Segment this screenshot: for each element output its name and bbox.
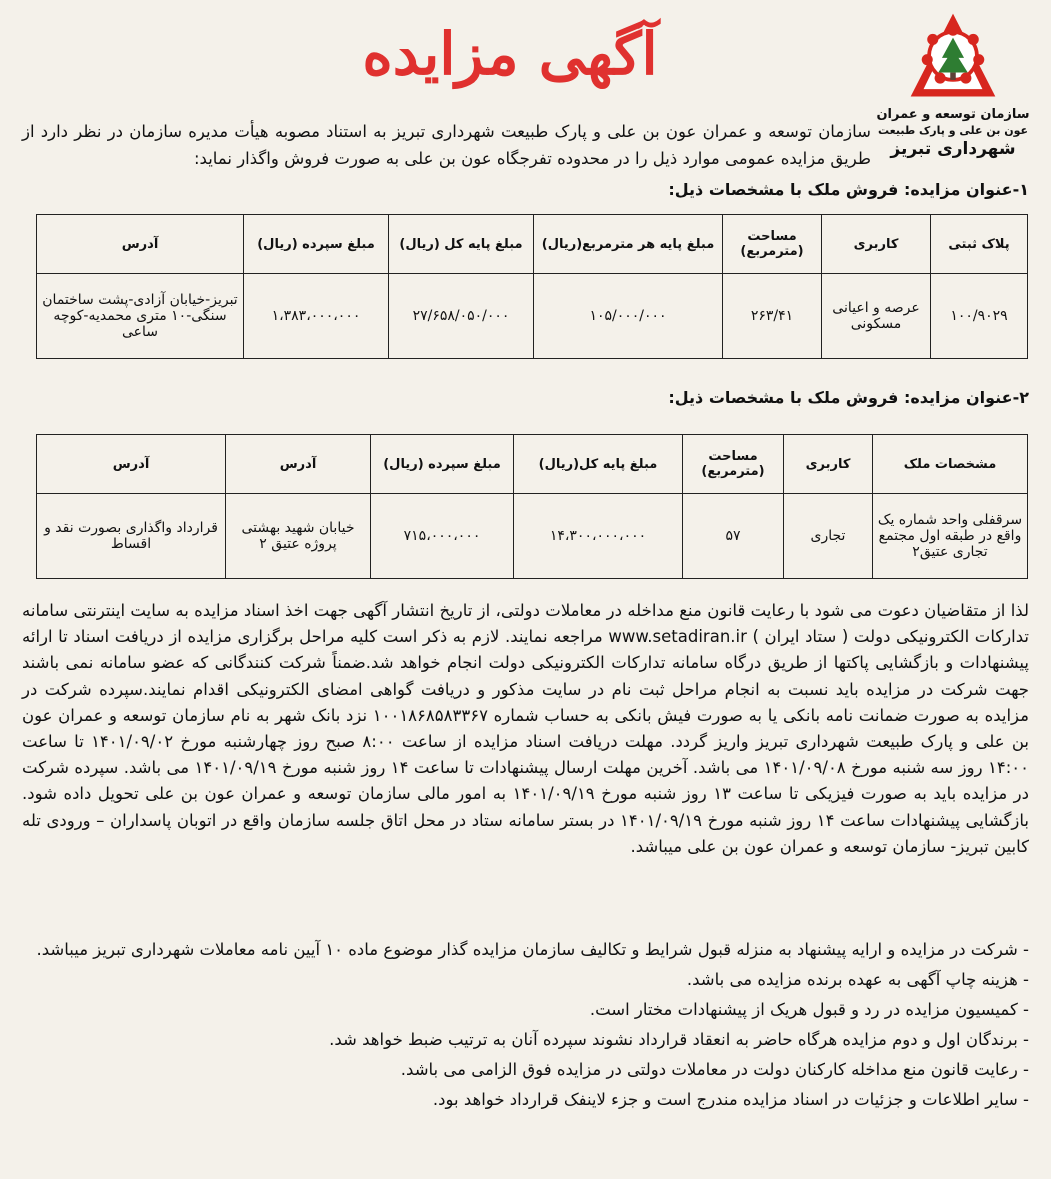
- section2-heading: ۲-عنوان مزایده: فروش ملک با مشخصات ذیل:: [668, 388, 1029, 407]
- col-header: آدرس: [37, 435, 226, 494]
- section1-heading: ۱-عنوان مزایده: فروش ملک با مشخصات ذیل:: [668, 180, 1029, 199]
- logo-line-3: شهرداری تبریز: [890, 139, 1016, 159]
- body-text-part2: مراجعه نمایند. لازم به ذکر است کلیه مراحل برگزاری مزایده از دریافت اسناد تا ارائه پیشنهادات و بازگشایی پاکتها از طریق درگاه سامانه تدارکات الکترونیکی دولت انجام خواهد شد.ضمناً شرکت کنندگانی که عضو سامانه نمی باشند جهت شرکت در مزایده باید نسبت به انجام مراحل ثبت نام در سایت مذکور و دریافت گواهی امضای الکترونیکی اقدام نمایند.سپرده شرکت در مزایده به صورت ضمانت نامه بانکی یا به صورت فیش بانکی به حساب شماره ۱۰۰۱۸۶۸۵۸۳۳۶۷ نزد بانک شهر به نام سازمان توسعه و عمران عون بن علی و پارک طبیعت شهرداری تبریز واریز گردد. مهلت دریافت اسناد مزایده از ساعت ۸:۰۰ صبح روز چهارشنبه مورخ ۱۴۰۱/۰۹/۰۲ تا ساعت ۱۴:۰۰ روز سه شنبه مورخ ۱۴۰۱/۰۹/۰۸ می باشد. آخرین مهلت ارسال پیشنهادات تا ساعت ۱۴ روز شنبه مورخ ۱۴۰۱/۰۹/۱۹ می باشد. سپرده شرکت در مزایده باید به صورت فیزیکی تا ساعت ۱۳ روز شنبه مورخ ۱۴۰۱/۰۹/۱۹ به امور مالی سازمان توسعه و عمران عون بن علی تحویل داده شود. بازگشایی پیشنهادات ساعت ۱۴ روز شنبه مورخ ۱۴۰۱/۰۹/۱۹ در بستر سامانه ستاد در محل اتاق جلسه سازمان واقع در اتوبان پاسداران – ورودی تله کابین تبریز- سازمان توسعه و عمران عون بن علی میباشد.: [22, 627, 1030, 856]
- table-cell: عرصه و اعیانی مسکونی: [822, 274, 931, 359]
- website-link[interactable]: www.setadiran.ir: [608, 627, 747, 647]
- page-title: آگهی مزایده: [362, 20, 658, 88]
- section1-table: [36, 214, 1028, 359]
- table-cell: تجاری: [784, 494, 873, 579]
- col-header: کاربری: [784, 435, 873, 494]
- col-header: پلاک ثبتی: [931, 215, 1028, 274]
- table-row: [37, 274, 1028, 359]
- table-cell: ۱،۳۸۳،۰۰۰،۰۰۰: [244, 274, 389, 359]
- table-cell: قرارداد واگذاری بصورت نقد و اقساط: [37, 494, 226, 579]
- col-header: مبلغ پایه کل (ریال): [389, 215, 534, 274]
- body-text-part1: لذا از متقاضیان دعوت می شود با رعایت قانون منع مداخله در معاملات دولتی، از تاریخ انتشار آگهی جهت اخذ اسناد مزایده به سایت اینترنتی سامانه تدارکات الکترونیکی دولت ( ستاد ایران ): [22, 601, 1030, 647]
- col-header: مساحت (مترمربع): [723, 215, 822, 274]
- col-header: مبلغ سپرده (ریال): [371, 435, 514, 494]
- logo-line-2: عون بن علی و پارک طبیعت: [878, 124, 1028, 137]
- table-cell: تبریز-خیابان آزادی-پشت ساختمان سنگی-۱۰ متری محمدیه-کوچه ساعی: [37, 274, 244, 359]
- intro-paragraph: سازمان توسعه و عمران عون بن علی و پارک طبیعت شهرداری تبریز به استناد مصوبه هیأت مدیره سازمان در نظر دارد از طریق مزایده عمومی موارد ذیل را در محدوده تفرجگاه عون بن علی به صورت فروش واگذار نماید:: [22, 122, 871, 168]
- col-header: مبلغ سپرده (ریال): [244, 215, 389, 274]
- body-paragraph: [22, 598, 1029, 860]
- table-cell: ۱۰۵/۰۰۰/۰۰۰: [534, 274, 723, 359]
- col-header: آدرس: [226, 435, 371, 494]
- list-item: - هزینه چاپ آگهی به عهده برنده مزایده می باشد.: [686, 970, 1029, 989]
- col-header: آدرس: [37, 215, 244, 274]
- list-item: - سایر اطلاعات و جزئیات در اسناد مزایده مندرج است و جزء لاینفک قرارداد خواهد بود.: [432, 1090, 1029, 1109]
- table-cell: ۱۰۰/۹۰۲۹: [931, 274, 1028, 359]
- table-header-row: [37, 215, 1028, 274]
- list-item: - کمیسیون مزایده در رد و قبول هریک از پیشنهادات مختار است.: [589, 1000, 1029, 1019]
- list-item: - رعایت قانون منع مداخله کارکنان دولت در معاملات دولتی در مزایده فوق الزامی می باشد.: [400, 1060, 1029, 1079]
- table-cell: ۱۴،۳۰۰،۰۰۰،۰۰۰: [514, 494, 683, 579]
- table-cell: ۷۱۵،۰۰۰،۰۰۰: [371, 494, 514, 579]
- table-header-row: [37, 435, 1028, 494]
- section2-table: [36, 434, 1028, 579]
- col-header: کاربری: [822, 215, 931, 274]
- col-header: مشخصات ملک: [873, 435, 1028, 494]
- list-item: - برندگان اول و دوم مزایده هرگاه حاضر به انعقاد قرارداد نشوند سپرده آنان به ترتیب ضبط خواهد شد.: [329, 1030, 1029, 1049]
- table-cell: ۲۶۳/۴۱: [723, 274, 822, 359]
- table-cell: ۵۷: [683, 494, 784, 579]
- table-cell: خیابان شهید بهشتی پروژه عتیق ۲: [226, 494, 371, 579]
- table-cell: سرقفلی واحد شماره یک واقع در طبقه اول مجتمع تجاری عتیق۲: [873, 494, 1028, 579]
- list-item: - شرکت در مزایده و ارایه پیشنهاد به منزله قبول شرایط و تکالیف سازمان مزایده گذار موضوع ماده ۱۰ آیین نامه معاملات شهرداری تبریز میباشد.: [36, 940, 1029, 959]
- col-header: مبلغ پایه کل(ریال): [514, 435, 683, 494]
- logo-line-1: سازمان توسعه و عمران: [876, 107, 1030, 122]
- table-cell: ۲۷/۶۵۸/۰۵۰/۰۰۰: [389, 274, 534, 359]
- municipality-emblem-icon: [907, 10, 999, 102]
- col-header: مبلغ پایه هر مترمربع(ریال): [534, 215, 723, 274]
- col-header: مساحت (مترمربع): [683, 435, 784, 494]
- conditions-list: [22, 935, 1029, 1115]
- table-row: [37, 494, 1028, 579]
- organization-logo: [873, 10, 1033, 160]
